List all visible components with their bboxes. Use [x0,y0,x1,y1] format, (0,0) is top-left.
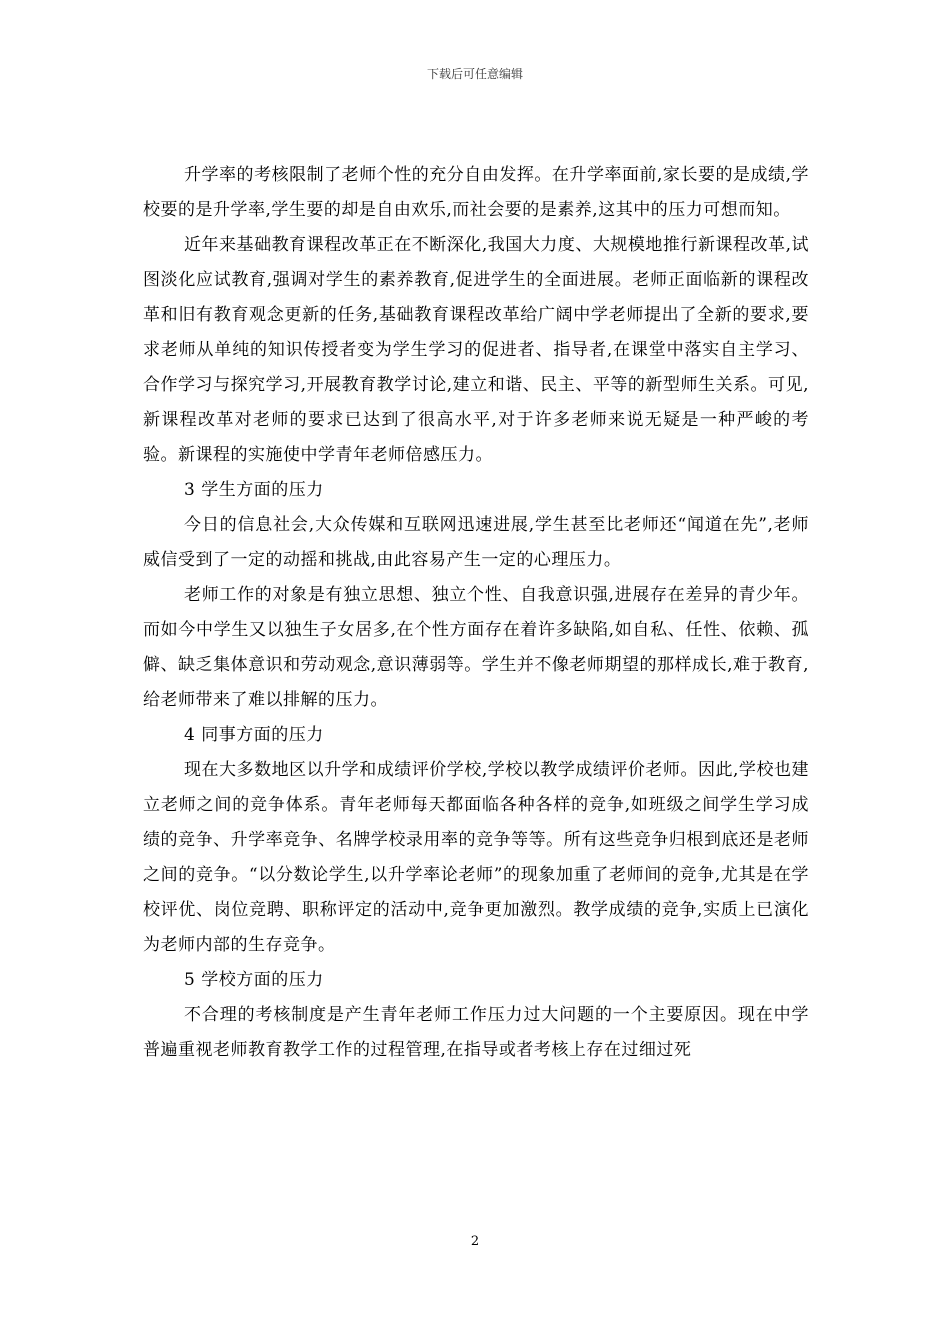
body-paragraph: 近年来基础教育课程改革正在不断深化,我国大力度、大规模地推行新课程改革,试图淡化应试教育,强调对学生的素养教育,促进学生的全面进展。老师正面临新的课程改革和旧有教育观念更新的任务,基础教育课程改革给广阔中学老师提出了全新的要求,要求老师从单纯的知识传授者变为学生学习的促进者、指导者,在课堂中落实自主学习、合作学习与探究学习,开展教育教学讨论,建立和谐、民主、平等的新型师生关系。可见,新课程改革对老师的要求已达到了很高水平,对于许多老师来说无疑是一种严峻的考验。新课程的实施使中学青年老师倍感压力。 [143,235,809,465]
document-body [143,158,809,1068]
body-paragraph: 升学率的考核限制了老师个性的充分自由发挥。在升学率面前,家长要的是成绩,学校要的是升学率,学生要的却是自由欢乐,而社会要的是素养,这其中的压力可想而知。 [143,165,809,220]
section-heading: 4 同事方面的压力 [184,725,324,745]
body-paragraph: 今日的信息社会,大众传媒和互联网迅速进展,学生甚至比老师还“闻道在先”,老师威信受到了一定的动摇和挑战,由此容易产生一定的心理压力。 [143,515,809,570]
page-number: 2 [470,1234,480,1249]
body-paragraph: 现在大多数地区以升学和成绩评价学校,学校以教学成绩评价老师。因此,学校也建立老师之间的竞争体系。青年老师每天都面临各种各样的竞争,如班级之间学生学习成绩的竞争、升学率竞争、名牌学校录用率的竞争等等。所有这些竞争归根到底还是老师之间的竞争。“以分数论学生,以升学率论老师”的现象加重了老师间的竞争,尤其是在学校评优、岗位竞聘、职称评定的活动中,竞争更加激烈。教学成绩的竞争,实质上已演化为老师内部的生存竞争。 [143,760,809,955]
section-heading: 5 学校方面的压力 [184,970,324,990]
body-paragraph: 老师工作的对象是有独立思想、独立个性、自我意识强,进展存在差异的青少年。而如今中学生又以独生子女居多,在个性方面存在着许多缺陷,如自私、任性、依赖、孤僻、缺乏集体意识和劳动观念,意识薄弱等。学生并不像老师期望的那样成长,难于教育,给老师带来了难以排解的压力。 [143,585,809,710]
page-header: 下载后可任意编辑 [426,67,523,81]
body-paragraph: 不合理的考核制度是产生青年老师工作压力过大问题的一个主要原因。现在中学普遍重视老师教育教学工作的过程管理,在指导或者考核上存在过细过死 [143,1005,809,1060]
section-heading: 3 学生方面的压力 [184,480,324,500]
